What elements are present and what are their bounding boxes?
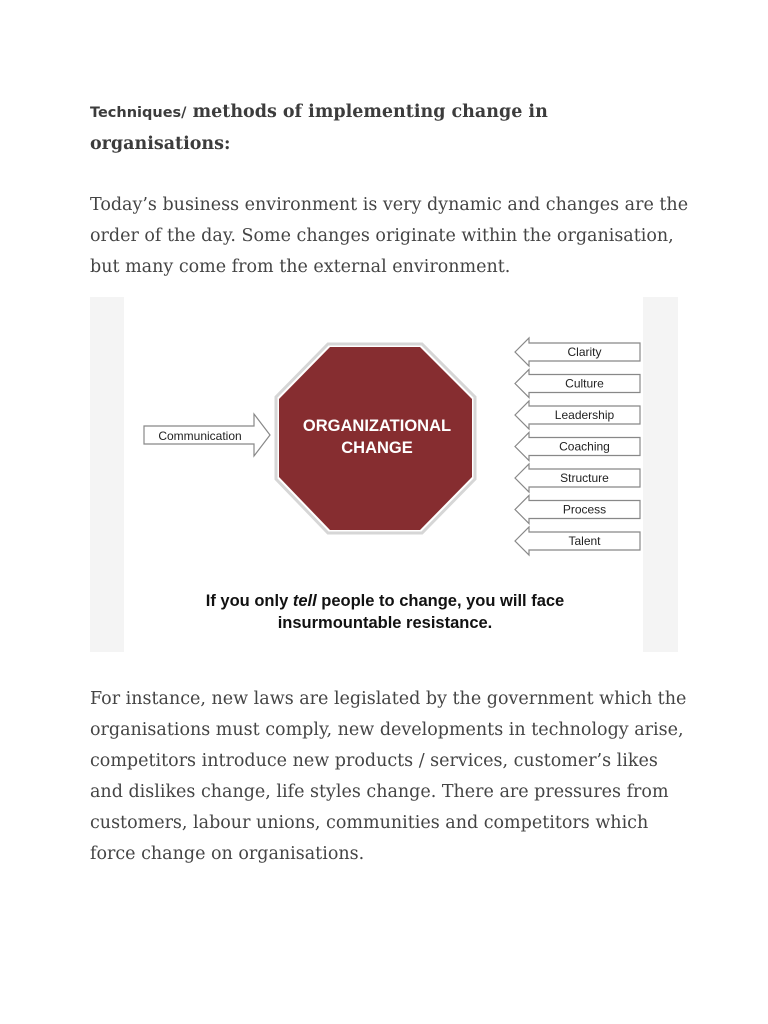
heading-prefix: Techniques/	[90, 105, 187, 121]
arrow-structure	[515, 464, 640, 492]
change-diagram-figure	[90, 297, 678, 652]
communication-arrow	[144, 414, 270, 456]
arrow-clarity	[515, 338, 640, 366]
center-line2: CHANGE	[341, 439, 413, 457]
communication-label: Communication	[158, 429, 242, 443]
center-line1: ORGANIZATIONAL	[302, 417, 452, 435]
arrow-label: Process	[562, 502, 607, 517]
right-arrows-group	[515, 338, 640, 555]
caption-line2: insurmountable resistance.	[277, 614, 493, 632]
arrow-talent	[515, 527, 640, 555]
arrow-coaching	[515, 433, 640, 461]
arrow-label: Structure	[560, 471, 609, 485]
caption-line1	[206, 592, 565, 610]
arrow-label: Talent	[568, 534, 601, 548]
page-heading	[90, 97, 690, 160]
arrow-label: Culture	[565, 376, 604, 391]
arrow-process	[515, 496, 640, 524]
caption-italic: tell	[292, 592, 317, 610]
arrow-label: Clarity	[567, 345, 602, 359]
instance-paragraph: For instance, new laws are legislated by the government which the organisations must comply, new developments in technology arise, competitors introduce new products / services, customer’s likes and dislikes change, life styles change. There are pressures from customers, labour unions, communities and competitors which force change on organisations.	[90, 689, 687, 864]
intro-paragraph: Today’s business environment is very dynamic and changes are the order of the day. Some changes originate within the organisation, but many come from the external environment.	[90, 195, 689, 277]
diagram-canvas	[124, 297, 643, 652]
heading-title-line2: organisations:	[90, 134, 231, 154]
arrow-leadership	[515, 401, 640, 429]
caption-part1: If you only	[205, 592, 293, 610]
arrow-label: Coaching	[559, 439, 610, 454]
arrow-culture	[515, 370, 640, 398]
change-diagram	[124, 297, 643, 652]
caption-part2: people to change, you will face	[316, 592, 565, 610]
arrow-label: Leadership	[554, 408, 615, 422]
organizational-change-octagon	[276, 344, 475, 533]
heading-title-line1: methods of implementing change in	[192, 102, 548, 122]
